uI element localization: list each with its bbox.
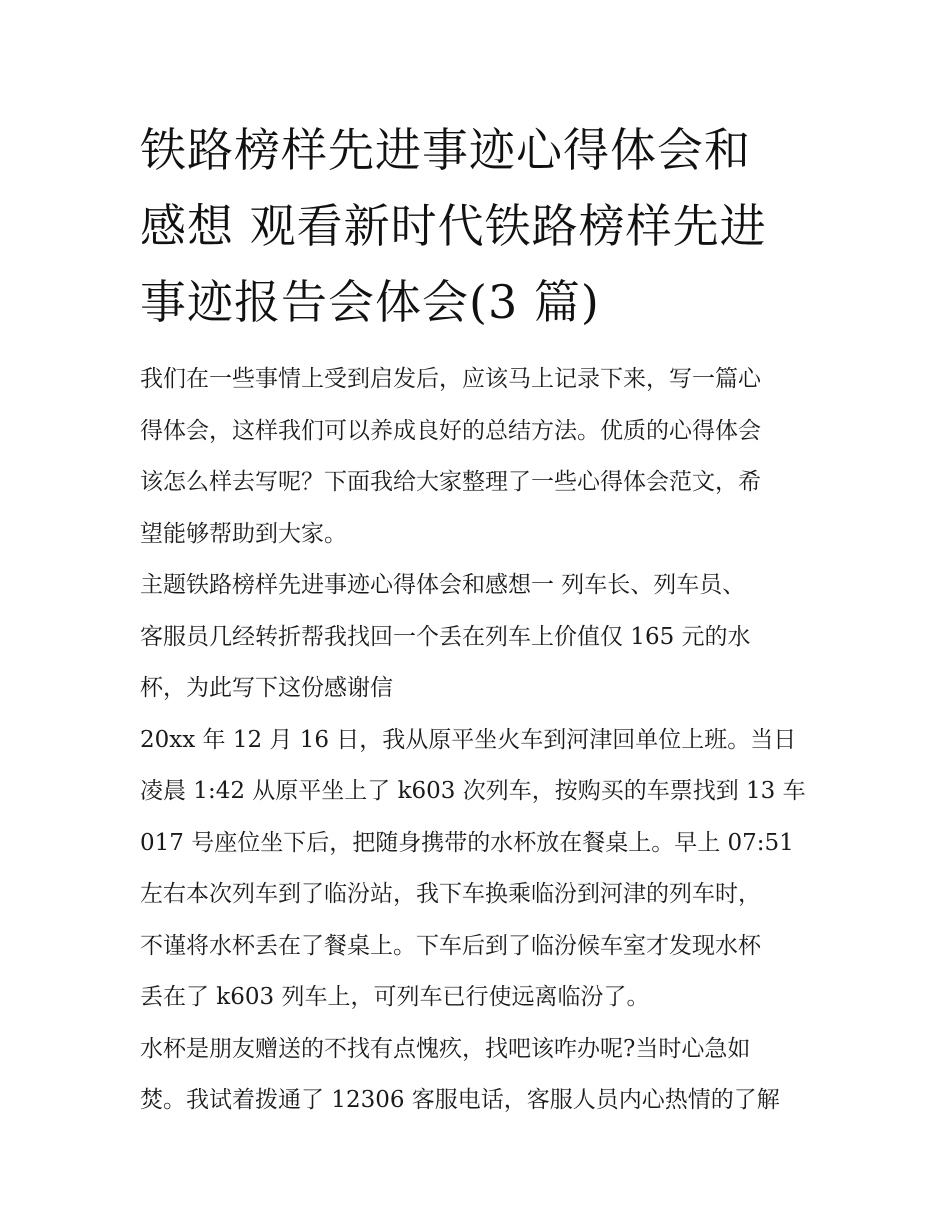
story-paragraph (140, 715, 820, 1024)
text-line: 焚。我试着拨通了 12306 客服电话，客服人员内心热情的了解 (140, 1087, 780, 1113)
story-paragraph (140, 1024, 820, 1127)
text-line: 水杯是朋友赠送的不找有点愧疚，找吧该咋办呢?当时心急如 (140, 1035, 751, 1062)
text-line: 20xx 年 12 月 16 日，我从原平坐火车到河津回单位上班。当日 (140, 726, 797, 753)
section-heading-paragraph (140, 560, 820, 715)
document-title (140, 112, 820, 340)
text-line: 杯，为此写下这份感谢信 (140, 675, 393, 701)
text-line: 左右本次列车到了临汾站，我下车换乘临汾到河津的列车时， (140, 881, 761, 907)
title-line: 铁路榜样先进事迹心得体会和 (140, 123, 751, 177)
text-line: 主题铁路榜样先进事迹心得体会和感想一 列车长、列车员、 (140, 572, 746, 598)
text-line: 得体会，这样我们可以养成良好的总结方法。优质的心得体会 (140, 417, 761, 444)
text-line: 丢在了 k603 列车上，可列车已行使远离临汾了。 (140, 984, 650, 1010)
title-line: 事迹报告会体会(3 篇) (140, 275, 600, 329)
document-body (140, 354, 820, 1127)
text-line: 望能够帮助到大家。 (140, 520, 347, 547)
text-line: 不谨将水杯丢在了餐桌上。下车后到了临汾候车室才发现水杯 (140, 932, 761, 959)
text-line: 017 号座位坐下后，把随身携带的水杯放在餐桌上。早上 07:51 (140, 829, 794, 856)
text-line: 我们在一些事情上受到启发后，应该马上记录下来，写一篇心 (140, 366, 761, 392)
intro-paragraph (140, 354, 820, 560)
text-line: 客服员几经转折帮我找回一个丢在列车上价值仅 165 元的水 (140, 623, 751, 650)
title-line: 感想 观看新时代铁路榜样先进 (140, 199, 767, 253)
text-line: 该怎么样去写呢？下面我给大家整理了一些心得体会范文，希 (140, 469, 761, 495)
text-line: 凌晨 1:42 从原平坐上了 k603 次列车，按购买的车票找到 13 车 (140, 778, 806, 804)
